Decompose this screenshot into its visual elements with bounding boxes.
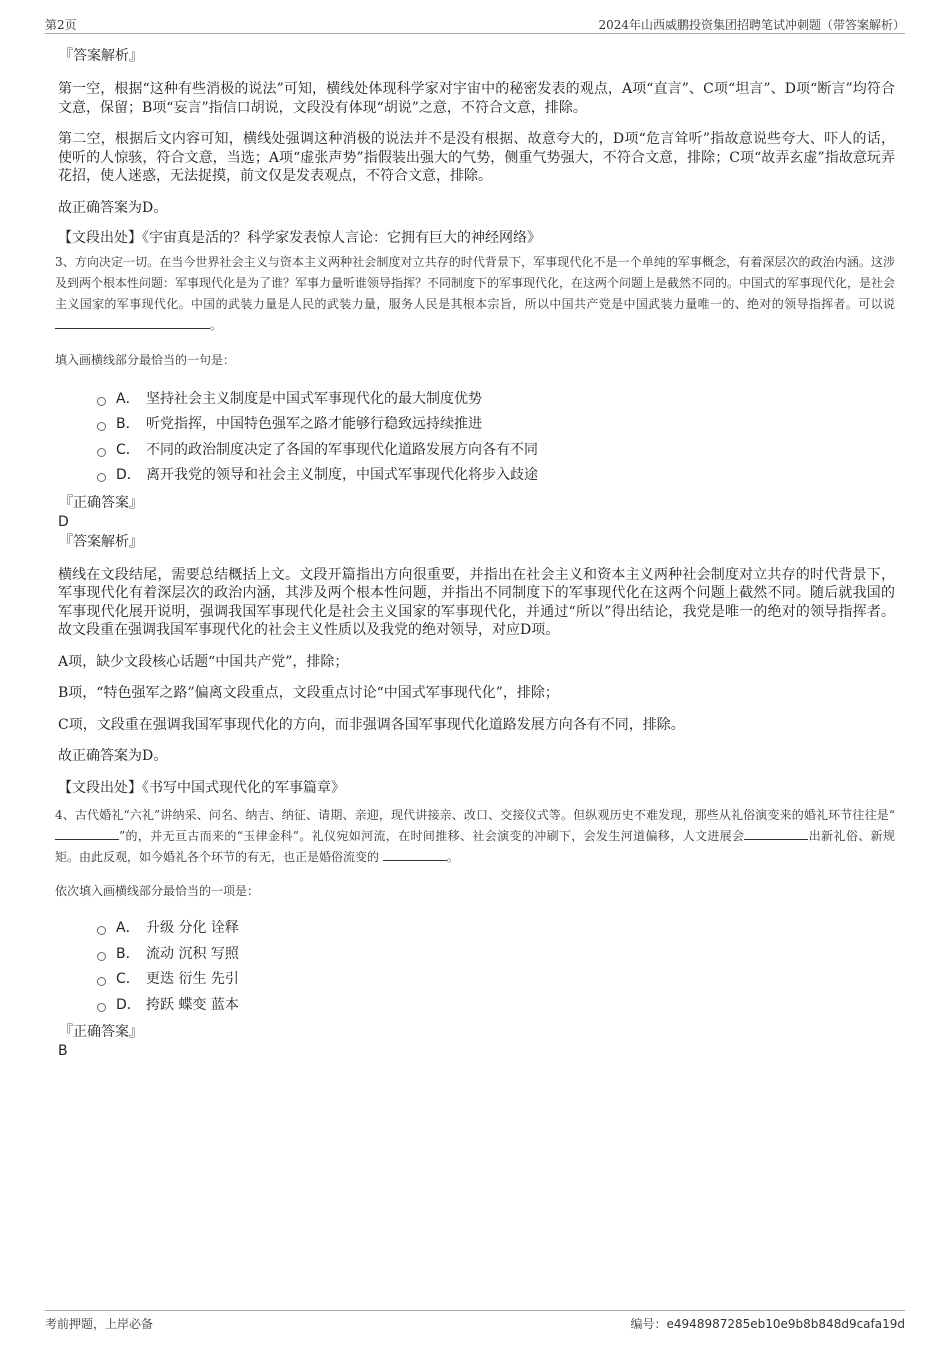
q4-blank-1 — [55, 828, 119, 840]
q2-source: 【文段出处】《宇宙真是活的？科学家发表惊人言论：它拥有巨大的神经网络》 — [58, 230, 541, 246]
radio-icon[interactable] — [97, 977, 106, 986]
q4-prompt: 依次填入画横线部分最恰当的一项是： — [55, 884, 260, 898]
q3-conclusion: 故正确答案为D。 — [58, 748, 168, 764]
q3-stem-end: 。 — [210, 317, 223, 332]
q3-analysis-a: A项，缺少文段核心话题“中国共产党”，排除； — [58, 653, 349, 670]
q4-answer-label: 『正确答案』 — [59, 1024, 143, 1040]
q3-stem-text: 3、方向决定一切。在当今世界社会主义与资本主义两种社会制度对立共存的时代背景下，军事现代化不是一个单纯的军事概念，有着深层次的政治内涵。这涉及到两个根本性问题：军事现代化是为了谁？军事力量听谁领导指挥？不同制度下的军事现代化，在这两个问题上是截然不同的。中国式的军事现代化，是社会主义国家的军事现代化。中国的武装力量是人民的武装力量，服务人民是其根本宗旨，所以中国共产党是中国武装力量唯一的、绝对的领导指挥者。可以说 — [55, 254, 896, 311]
q3-options — [97, 387, 895, 489]
page-footer — [45, 1310, 905, 1332]
radio-icon[interactable] — [97, 422, 106, 431]
q4-blank-2 — [744, 828, 808, 840]
q4-option-d[interactable]: D． 挎跃 蝶变 蓝本 — [97, 993, 895, 1019]
radio-icon[interactable] — [97, 952, 106, 961]
q2-analysis-para2: 第二空，根据后文内容可知，横线处强调这种消极的说法并不是没有根据、故意夸大的，D项“危言耸听”指故意说些夸大、吓人的话，使听的人惊骇，符合文意，当选；A项“虚张声势”指假装出强大的气势，侧重气势强大，不符合文意，排除；C项“故弄玄虚”指故意玩弄花招，使人迷惑，无法捉摸，前文仅是发表观点，不符合文意，排除。 — [58, 131, 895, 184]
q3-option-d[interactable]: D． 离开我党的领导和社会主义制度，中国式军事现代化将步入歧途 — [97, 463, 895, 489]
page-header — [45, 14, 905, 34]
q3-option-a[interactable]: A． 坚持社会主义制度是中国式军事现代化的最大制度优势 — [97, 387, 895, 413]
question-4 — [55, 805, 895, 1060]
q4-option-c[interactable]: C． 更迭 衍生 先引 — [97, 967, 895, 993]
q4-options — [97, 916, 895, 1018]
q3-analysis-c: C项，文段重在强调我国军事现代化的方向，而非强调各国军事现代化道路发展方向各有不同，排除。 — [58, 716, 685, 733]
footer-code: 编号：e4948987285eb10e9b8b848d9cafa19d — [630, 1317, 905, 1331]
q3-prompt: 填入画横线部分最恰当的一句是： — [55, 352, 236, 367]
q3-stem — [55, 252, 895, 336]
q3-analysis-label: 『答案解析』 — [59, 533, 143, 550]
q4-answer: B — [58, 1043, 68, 1059]
radio-icon[interactable] — [97, 448, 106, 457]
q3-option-c[interactable]: C． 不同的政治制度决定了各国的军事现代化道路发展方向各有不同 — [97, 438, 895, 464]
radio-icon[interactable] — [97, 473, 106, 482]
q3-answer-label: 『正确答案』 — [59, 494, 143, 511]
radio-icon[interactable] — [97, 1003, 106, 1012]
q4-stem: 4、古代婚礼“六礼”讲纳采、问名、纳吉、纳征、请期、亲迎，现代讲接亲、改口、交接仪式等。但纵观历史不难发现，那些从礼俗演变来的婚礼环节往往是“ ”的，并无亘古而来的“玉律金科”。礼仪宛如河流，在时间推移、社会演变的冲刷下，会发生河道偏移，人文进展会 出新礼俗、新规矩。由此反观，如今婚礼各个环节的有无，也正是婚俗流变的 。 — [55, 808, 895, 864]
q2-conclusion: 故正确答案为D。 — [58, 199, 168, 216]
page-number: 第2页 — [45, 18, 77, 32]
q2-analysis-section — [55, 46, 895, 248]
q3-option-b[interactable]: B． 听党指挥，中国特色强军之路才能够行稳致远持续推进 — [97, 412, 895, 438]
document-title: 2024年山西威鹏投资集团招聘笔试冲刺题（带答案解析） — [598, 18, 905, 32]
q3-answer: D — [58, 513, 69, 530]
q2-analysis-label: 『答案解析』 — [59, 48, 143, 64]
radio-icon[interactable] — [97, 926, 106, 935]
q3-source: 【文段出处】《书写中国式现代化的军事篇章》 — [58, 779, 345, 796]
q4-option-b[interactable]: B． 流动 沉积 写照 — [97, 942, 895, 968]
footer-slogan: 考前押题，上岸必备 — [45, 1317, 154, 1331]
document-body — [55, 46, 895, 1060]
question-3 — [55, 252, 895, 798]
q4-blank-3 — [383, 849, 447, 861]
q2-analysis-para1: 第一空，根据“这种有些消极的说法”可知，横线处体现科学家对宇宙中的秘密发表的观点，A项“直言”、C项“坦言”、D项“断言”均符合文意，保留；B项“妄言”指信口胡说，文段没有体现“胡说”之意，不符合文意，排除。 — [58, 81, 895, 116]
q3-blank — [55, 317, 210, 329]
q3-analysis-b: B项，“特色强军之路”偏离文段重点，文段重点讨论“中国式军事现代化”，排除； — [58, 685, 559, 701]
q4-option-a[interactable]: A． 升级 分化 诠释 — [97, 916, 895, 942]
radio-icon[interactable] — [97, 397, 106, 406]
q3-analysis-para1: 横线在文段结尾，需要总结概括上文。文段开篇指出方向很重要，并指出在社会主义和资本主义两种社会制度对立共存的时代背景下，军事现代化有着深层次的政治内涵，其涉及两个根本性问题，并指出不同制度下的军事现代化在这两个问题上截然不同。随后就我国的军事现代化展开说明，强调我国军事现代化是社会主义国家的军事现代化，并通过“所以”得出结论，我党是唯一的绝对的领导指挥者。故文段重在强调我国军事现代化的社会主义性质以及我党的绝对领导，对应D项。 — [58, 566, 895, 638]
